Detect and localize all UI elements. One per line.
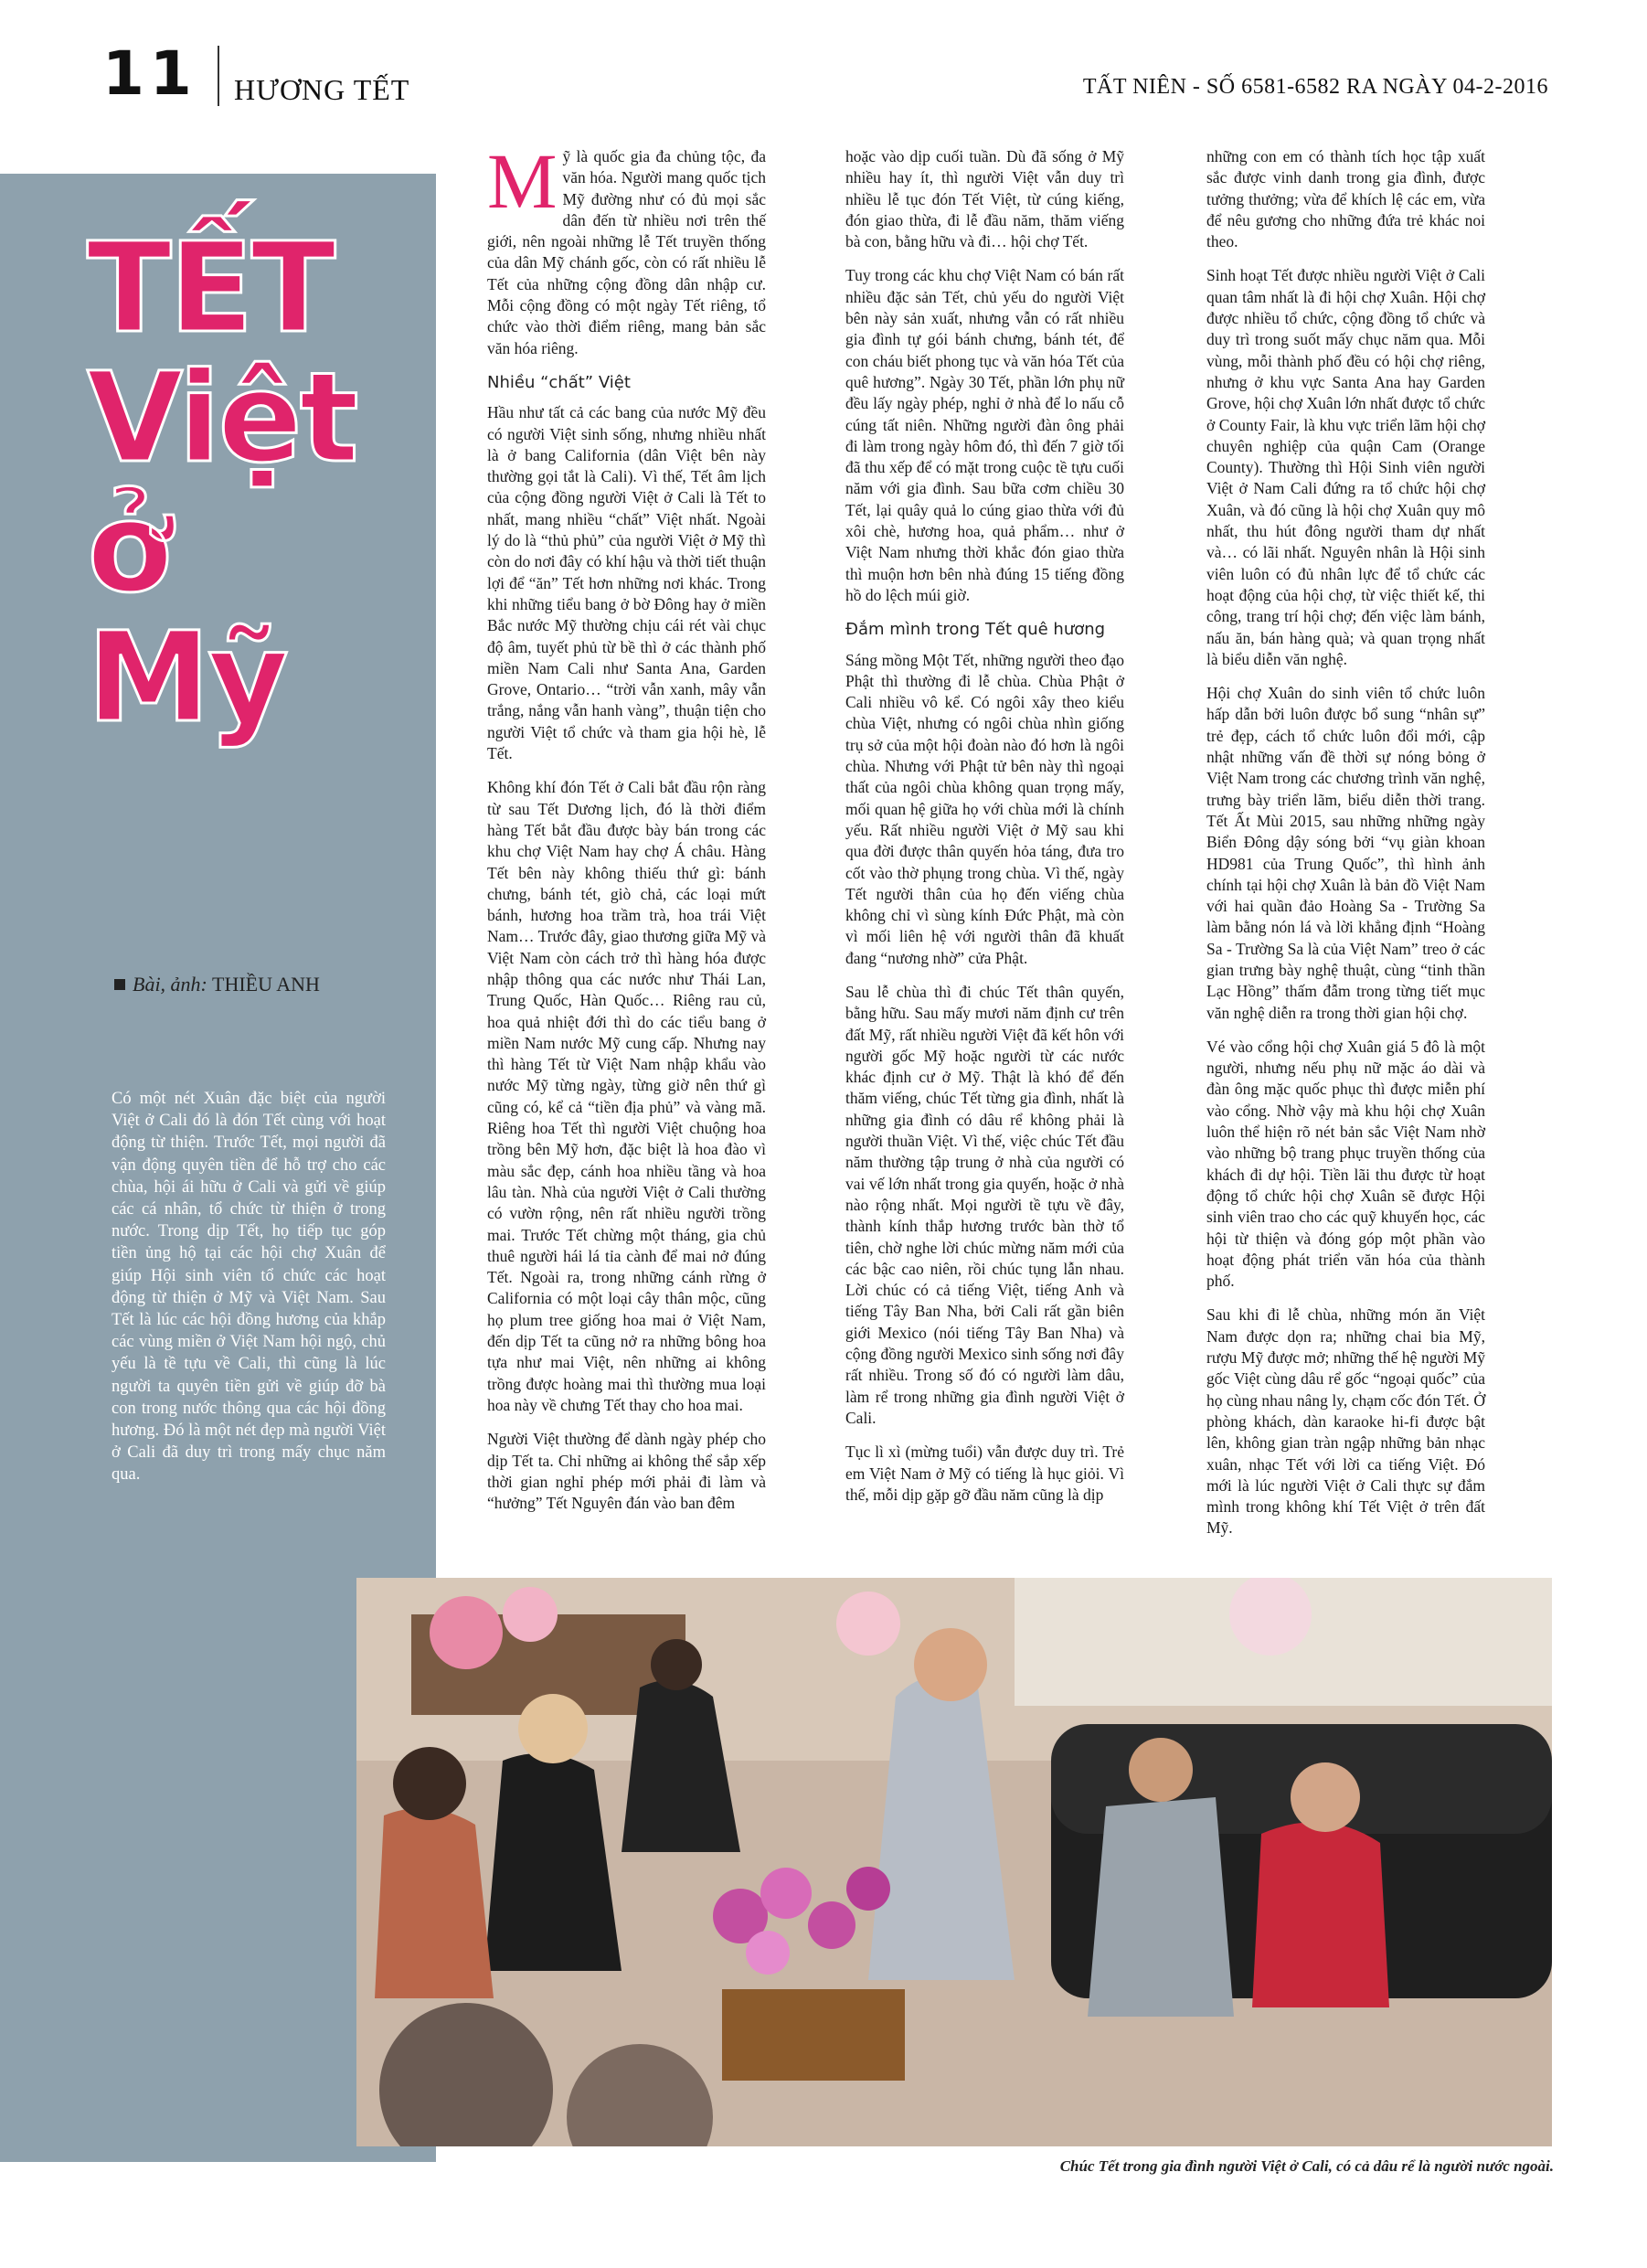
- title-line-4: Mỹ: [87, 606, 286, 751]
- subheading: Đắm mình trong Tết quê hương: [845, 620, 1106, 640]
- issue-info: TẤT NIÊN - SỐ 6581-6582 RA NGÀY 04-2-2016: [1082, 75, 1548, 99]
- column-1: [487, 137, 766, 1527]
- title-line-3: ở: [87, 476, 170, 621]
- paragraph: Vé vào cổng hội chợ Xuân giá 5 đô là một người, nhưng nếu phụ nữ mặc áo dài và đàn ông mặc quốc phục thì được miễn phí vào cổng. Nhờ vậy mà khu hội chợ Xuân luôn thể hiện rõ nét bản sắc Việt Nam nhờ vào những bộ trang phục truyền thống của khách đi dự hội. Tiền lãi thu được từ hoạt động tổ chức hội chợ Xuân sẽ được Hội sinh viên trao cho các quỹ khuyến học, các hội từ thiện và đóng góp một phần vào hoạt động phát triển văn hóa của thành phố.: [1206, 1037, 1485, 1291]
- paragraph: những con em có thành tích học tập xuất sắc được vinh danh trong gia đình, được tưởng thưởng; vừa để khích lệ các em, vừa để nêu gương cho những đứa trẻ khác noi theo.: [1206, 147, 1485, 251]
- byline-author: THIỀU ANH: [212, 973, 320, 996]
- column-3: [1206, 146, 1485, 1552]
- subheading: Nhiều “chất” Việt: [487, 372, 631, 392]
- section-title: HƯƠNG TẾT: [234, 73, 410, 106]
- paragraph: [487, 137, 766, 359]
- page-number: 11: [102, 38, 197, 109]
- byline: [114, 973, 320, 996]
- title-line-2: Việt: [87, 346, 356, 491]
- column-2: [845, 146, 1124, 1518]
- paragraph: Sau khi đi lễ chùa, những món ăn Việt Nam được dọn ra; những chai bia Mỹ, rượu Mỹ được mở; những thế hệ người Mỹ gốc Việt cùng dâu rể gốc “ngoại quốc” của họ cùng nhau nâng ly, chạm cốc đón Tết. Ở phòng khách, dàn karaoke hi-fi được bật lên, không gian tràn ngập những bản nhạc xuân, nhạc Tết với lời ca tiếng Việt. Đó mới là lúc người Việt ở Cali thực sự đắm mình trong không khí Tết Việt ở trên đất Mỹ.: [1206, 1305, 1485, 1538]
- photo-caption: Chúc Tết trong gia đình người Việt ở Cali, có cả dâu rể là người nước ngoài.: [1059, 2157, 1554, 2175]
- title-line-1: TẾT: [87, 217, 334, 361]
- paragraph: Tục lì xì (mừng tuổi) vẫn được duy trì. Trẻ em Việt Nam ở Mỹ có tiếng là hục giỏi. Vì thế, mỗi dịp gặp gỡ đầu năm cũng là dịp: [845, 1443, 1124, 1504]
- header-divider: [218, 46, 219, 106]
- page-header: [0, 0, 1647, 119]
- drop-cap: M: [487, 137, 558, 225]
- article-title: [87, 217, 434, 751]
- paragraph: Sau lễ chùa thì đi chúc Tết thân quyến, bằng hữu. Sau mấy mươi năm định cư trên đất Mỹ, rất nhiều người Việt đã kết hôn với người gốc Mỹ hoặc người từ các nước khác định cư ở Mỹ. Thật là khó để đến thăm viếng, chúc Tết từng gia đình, nhất là những gia đình có dâu rể không phải là người thuần Việt. Vì thế, việc chúc Tết đầu năm thường tập trung ở nhà của người có vai vế lớn nhất trong gia quyến, hoặc ở nhà nào rộng nhất. Mọi người tề tựu về đây, thành kính thắp hương trước bàn thờ tổ tiên, chờ nghe lời chúc mừng năm mới của các bậc cao niên, rồi chúc tụng lẫn nhau. Lời chúc có cả tiếng Việt, tiếng Anh và tiếng Tây Ban Nha, bởi Cali rất gần biên giới Mexico (nói tiếng Tây Ban Nha) và cộng đồng người Mexico sinh sống nơi đây rất nhiều. Trong số đó có người làm dâu, làm rể trong những gia đình người Việt ở Cali.: [845, 982, 1124, 1427]
- paragraph: Không khí đón Tết ở Cali bắt đầu rộn ràng từ sau Tết Dương lịch, đó là thời điểm hàng Tết bắt đầu được bày bán trong các khu chợ Việt Nam hay chợ Á châu. Hàng Tết bên này không thiếu thứ gì: bánh chưng, bánh tét, giò chả, các loại mứt bánh, hương hoa trầm trà, hoa trái Việt Nam… Trước đây, giao thương giữa Mỹ và Việt Nam còn cách trở thì hàng hóa được nhập thông qua các nước như Thái Lan, Trung Quốc, Hàn Quốc… Riêng rau củ, hoa quả nhiệt đới thì do các tiểu bang ở miền Nam nước Mỹ cung cấp. Nhưng nay thì hàng Tết từ Việt Nam nhập khẩu vào nước Mỹ từng ngày, từng giờ nên thứ gì cũng có, kể cả “tiền địa phủ” và vàng mã. Riêng hoa Tết thì người Việt chuộng hoa trồng bên Mỹ hơn, đặc biệt là hoa đào vì màu sắc đẹp, cánh hoa nhiều tầng và hoa lâu tàn. Nhà của người Việt ở Cali thường có vườn rộng, nên rất nhiều người trồng mai. Trước Tết chừng một tháng, gia chủ thuê người hái lá tỉa cành để mai nở đúng Tết. Ngoài ra, trong những cánh rừng ở California có một loại cây thân mộc, cũng họ plum tree giống hoa mai ở Việt Nam, đến dịp Tết ta cũng nở ra những bông hoa tựa như mai Việt, nên những ai không trồng được hoàng mai thì thường mua loại hoa này về chưng Tết thay cho hoa mai.: [487, 778, 766, 1414]
- photo-illustration: [356, 1578, 1552, 2146]
- paragraph: Hầu như tất cả các bang của nước Mỹ đều có người Việt sinh sống, nhưng nhiều nhất là ở bang California (dân Việt bên này thường gọi tắt là Cali). Vì thế, Tết âm lịch của cộng đồng người Việt ở Cali là Tết to nhất, mang nhiều “chất” Việt nhất. Ngoài lý do là “thủ phủ” của người Việt ở Mỹ thì còn do nơi đây có khí hậu và thời tiết thuận lợi để “ăn” Tết hơn những nơi khác. Trong khi những tiểu bang ở bờ Đông hay ở miền Bắc nước Mỹ thường chịu cái rét vài chục độ âm, tuyết phủ từ bề thì ở các thành phố miền Nam Cali như Santa Ana, Garden Grove, Ontario… “trời vẫn xanh, mây vẫn trắng, nắng vẫn hanh vàng”, thuận tiện cho người Việt tổ chức và tham gia hội hè, lễ Tết.: [487, 403, 766, 763]
- paragraph-text: ỹ là quốc gia đa chủng tộc, đa văn hóa. Người mang quốc tịch Mỹ đường như có đủ mọi sắc dân đến từ nhiều nơi trên thế giới, nên ngoài những lễ Tết truyền thống của dân Mỹ chánh gốc, còn có rất nhiều lễ Tết của những cộng đồng dân nhập cư. Mỗi cộng đồng có một ngày Tết riêng, tổ chức vào thời điểm riêng, mang bản sắc văn hóa riêng.: [487, 147, 766, 357]
- paragraph: Sinh hoạt Tết được nhiều người Việt ở Cali quan tâm nhất là đi hội chợ Xuân. Hội chợ được nhiều tổ chức, cộng đồng tổ chức và duy trì trong suốt mấy chục năm qua. Mỗi vùng, mỗi thành phố đều có hội chợ riêng, nhưng ở khu vực Santa Ana hay Garden Grove, hội chợ Xuân lớn nhất được tổ chức ở County Fair, là khu vực triển lãm hội chợ chuyên nghiệp của quận Cam (Orange County). Thường thì Hội Sinh viên người Việt ở Nam Cali đứng ra tổ chức hội chợ Xuân, và đó cũng là hội chợ Xuân quy mô nhất, thu hút đông người tham dự nhất và… có lãi nhất. Nguyên nhân là Hội sinh viên luôn có đủ nhân lực để tổ chức các hoạt động của hội chợ, từ việc thiết kế, thi công, trang trí hội chợ; đến việc làm bánh, nấu ăn, bán hàng quà; và quan trọng nhất là biểu diễn văn nghệ.: [1206, 266, 1485, 668]
- paragraph: Tuy trong các khu chợ Việt Nam có bán rất nhiều đặc sản Tết, chủ yếu do người Việt bên này sản xuất, nhưng vẫn có rất nhiều gia đình tự gói bánh chưng, bánh tét, để con cháu biết phong tục và văn hóa Tết của quê hương”. Ngày 30 Tết, phần lớn phụ nữ đều lấy ngày phép, nghỉ ở nhà để lo nấu cỗ cúng tất niên. Những người đàn ông phải đi làm trong ngày hôm đó, thì đến 7 giờ tối đã thu xếp để có mặt trong cuộc tề tựu cuối năm với gia đình. Sau bữa cơm chiều 30 Tết, lại quây quả lo cúng giao thừa với đủ xôi chè, hương hoa, quả phẩm… như ở Việt Nam nhưng thời khắc đón giao thừa thì muộn hơn bên nhà đúng 15 tiếng đồng hồ do lệch múi giờ.: [845, 266, 1124, 604]
- lead-paragraph: Có một nét Xuân đặc biệt của người Việt ở Cali đó là đón Tết cùng với hoạt động từ thiện. Trước Tết, mọi người đã vận động quyên tiền để hỗ trợ cho các chùa, hội ái hữu ở Cali và gửi về giúp các cá nhân, tổ chức từ thiện ở trong nước. Trong dịp Tết, họ tiếp tục góp tiền ủng hộ tại các hội chợ Xuân để giúp Hội sinh viên tổ chức các hoạt động từ thiện ở Mỹ và Việt Nam. Sau Tết là lúc các hội đồng hương của khắp các vùng miền ở Việt Nam hội ngộ, chủ yếu là tề tựu về Cali, thì cũng là lúc người ta quyên tiền gửi về giúp đỡ bà con trong nước thông qua các hội đồng hương. Đó là một nét đẹp mà người Việt ở Cali đã duy trì trong mấy chục năm qua.: [112, 1090, 386, 1485]
- paragraph: hoặc vào dịp cuối tuần. Dù đã sống ở Mỹ nhiều hay ít, thì người Việt vẫn duy trì nhiều lễ tục đón Tết Việt, từ cúng kiếng, đón giao thừa, đi lễ đầu năm, thăm viếng bà con, bằng hữu và đi… hội chợ Tết.: [845, 147, 1124, 251]
- paragraph: Sáng mồng Một Tết, những người theo đạo Phật thì thường đi lễ chùa. Chùa Phật ở Cali nhiều vô kể. Có ngôi xây theo kiểu chùa Việt, nhưng có ngôi chùa nhìn giống trụ sở của một hội đoàn nào đó hơn là ngôi chùa. Nhưng với Phật tử bên này thì ngoại thất của ngôi chùa không quan trọng mấy, mối quan hệ giữa họ với chùa mới là chính yếu. Rất nhiều người Việt ở Mỹ sau khi qua đời được thân quyến hỏa táng, đưa tro cốt vào thờ phụng trong chùa. Vì thế, ngày Tết người thân của họ đến viếng chùa không chỉ vì sùng kính Đức Phật, mà còn vì mối liên hệ với người thân đã khuất đang “nương nhờ” cửa Phật.: [845, 650, 1124, 967]
- paragraph: Người Việt thường để dành ngày phép cho dịp Tết ta. Chỉ những ai không thể sắp xếp thời gian nghỉ phép mới phải đi làm và “hưởng” Tết Nguyên đán vào ban đêm: [487, 1430, 766, 1513]
- article-photo: [356, 1578, 1552, 2146]
- byline-square-icon: [114, 979, 125, 990]
- byline-label: Bài, ảnh:: [133, 973, 207, 996]
- paragraph: Hội chợ Xuân do sinh viên tổ chức luôn hấp dẫn bởi luôn được bổ sung “nhân sự” trẻ đẹp, cách tổ chức luôn đổi mới, cập nhật những vấn đề thời sự nóng bỏng ở Việt Nam trong các chương trình văn nghệ, trưng bày triển lãm, biểu diễn thời trang. Tết Ất Mùi 2015, sau những những ngày Biển Đông dậy sóng bởi “vụ giàn khoan HD981 của Trung Quốc”, thì hình ảnh chính tại hội chợ Xuân là bản đồ Việt Nam với hai quần đảo Hoàng Sa - Trường Sa làm bằng nón lá và lời khẳng định “Hoàng Sa - Trường Sa là của Việt Nam” treo ở các gian trưng bày nghệ thuật, cùng “tinh thần Lạc Hồng” thấm đẫm trong từng tiết mục văn nghệ diễn ra trong thời gian hội chợ.: [1206, 684, 1485, 1022]
